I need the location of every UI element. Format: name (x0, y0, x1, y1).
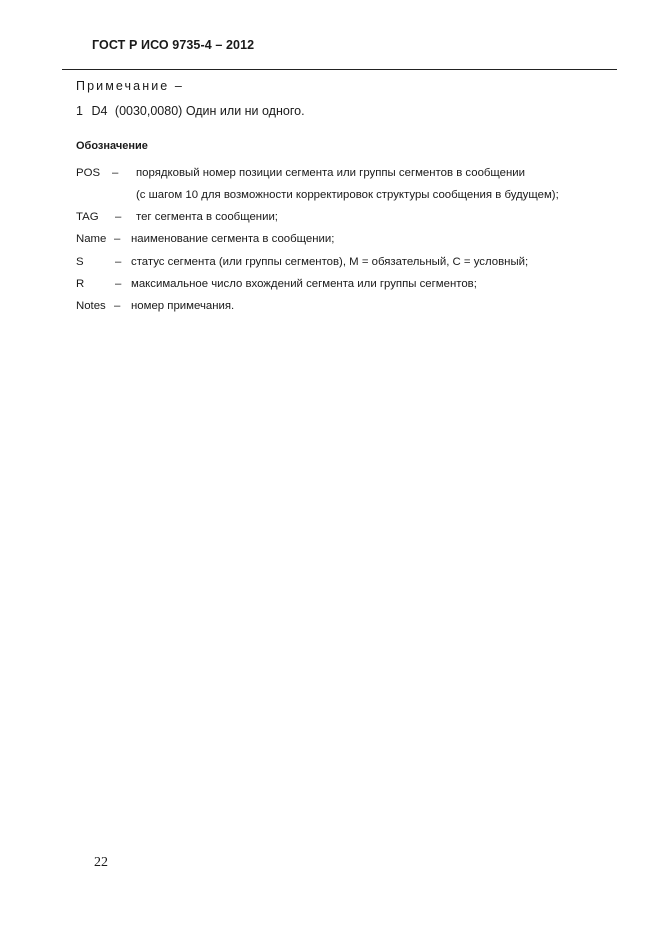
legend-row-tag (76, 211, 616, 227)
note-text: Один или ни одного. (185, 104, 305, 118)
legend-description: статус сегмента (или группы сегментов), M = обязательный, C = условный; (131, 256, 529, 268)
legend-dash: – (115, 211, 122, 223)
legend-description: тег сегмента в сообщении; (136, 211, 278, 223)
note-number: 1 (76, 104, 83, 118)
note-heading: Примечание – (76, 79, 184, 93)
legend-term: Notes (76, 300, 106, 312)
legend-title: Обозначение (76, 140, 148, 152)
legend-description: порядковый номер позиции сегмента или группы сегментов в сообщении (136, 167, 526, 179)
header-divider (62, 69, 617, 70)
page-number: 22 (94, 855, 108, 870)
page-header: ГОСТ Р ИСО 9735-4 – 2012 (92, 38, 255, 52)
legend-description: наименование сегмента в сообщении; (131, 233, 335, 245)
note-line (76, 104, 305, 118)
legend-term: POS (76, 167, 101, 179)
legend-term: Name (76, 233, 107, 245)
note-code: D4 (91, 104, 108, 118)
legend-row-name (76, 233, 616, 249)
legend-row-notes (76, 300, 616, 316)
legend-term: R (76, 278, 85, 290)
legend-description: максимальное число вхождений сегмента или группы сегментов; (131, 278, 477, 290)
legend-continuation: (с шагом 10 для возможности корректировок структуры сообщения в будущем); (136, 189, 559, 201)
legend-term: TAG (76, 211, 99, 223)
legend-dash: – (112, 167, 119, 179)
note-ref: (0030,0080) (114, 104, 183, 118)
legend-row-pos (76, 167, 616, 183)
legend-dash: – (114, 300, 121, 312)
legend-term: S (76, 256, 84, 268)
legend-dash: – (115, 256, 122, 268)
legend-description: номер примечания. (131, 300, 235, 312)
legend-dash: – (114, 233, 121, 245)
legend-dash: – (115, 278, 122, 290)
legend-row-r (76, 278, 616, 294)
legend-row-s (76, 256, 616, 272)
